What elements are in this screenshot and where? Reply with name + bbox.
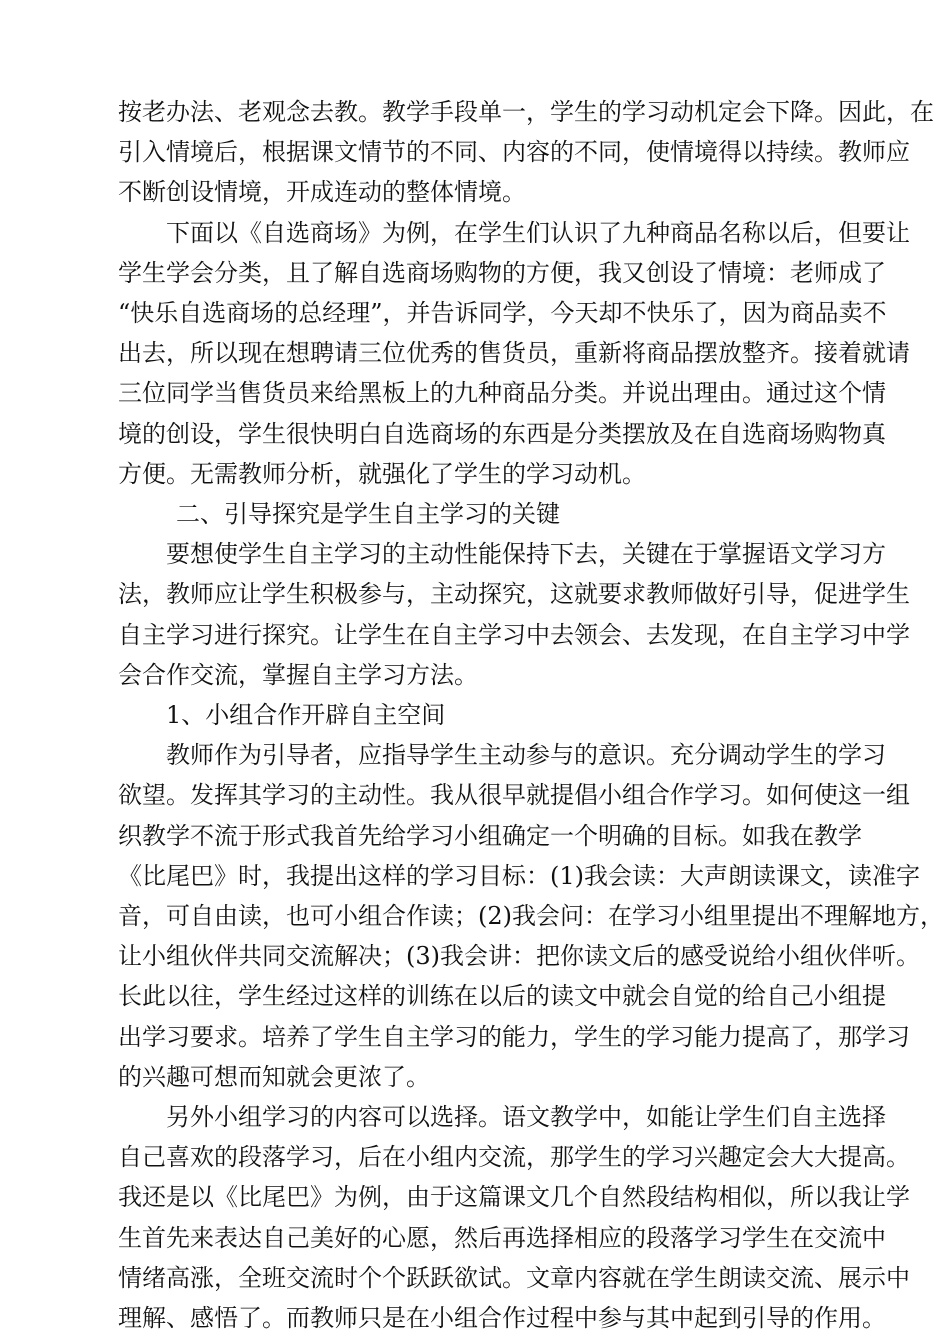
text-line: 学生学会分类，且了解自选商场购物的方便，我又创设了情境：老师成了 [118, 259, 886, 287]
text-line: 生首先来表达自己美好的心愿，然后再选择相应的段落学习学生在交流中 [118, 1224, 886, 1252]
text-line: 自己喜欢的段落学习，后在小组内交流，那学生的学习兴趣定会大大提高。 [118, 1143, 910, 1171]
text-line: 音，可自由读，也可小组合作读；(2)我会问：在学习小组里提出不理解地方， [118, 902, 944, 930]
text-line: 出去，所以现在想聘请三位优秀的售货员，重新将商品摆放整齐。接着就请 [118, 339, 910, 367]
section-heading: 二、引导探究是学生自主学习的关键 [176, 500, 560, 528]
text-line: 欲望。发挥其学习的主动性。我从很早就提倡小组合作学习。如何使这一组 [118, 781, 910, 809]
text-line: 情绪高涨，全班交流时个个跃跃欲试。文章内容就在学生朗读交流、展示中 [118, 1264, 910, 1292]
text-line: “快乐自选商场的总经理”，并告诉同学，今天却不快乐了，因为商品卖不 [118, 299, 887, 327]
text-line: 《比尾巴》时，我提出这样的学习目标：(1)我会读：大声朗读课文，读准字 [118, 862, 920, 890]
text-line: 三位同学当售货员来给黑板上的九种商品分类。并说出理由。通过这个情 [118, 379, 886, 407]
text-line: 我还是以《比尾巴》为例，由于这篇课文几个自然段结构相似，所以我让学 [118, 1183, 910, 1211]
text-line: 法，教师应让学生积极参与，主动探究，这就要求教师做好引导，促进学生 [118, 580, 910, 608]
text-line: 出学习要求。培养了学生自主学习的能力，学生的学习能力提高了，那学习 [118, 1023, 910, 1051]
text-line: 方便。无需教师分析，就强化了学生的学习动机。 [118, 460, 646, 488]
text-line: 的兴趣可想而知就会更浓了。 [118, 1063, 430, 1091]
text-line: 另外小组学习的内容可以选择。语文教学中，如能让学生们自主选择 [166, 1103, 886, 1131]
text-line: 要想使学生自主学习的主动性能保持下去，关键在于掌握语文学习方 [166, 540, 886, 568]
text-line: 不断创设情境，开成连动的整体情境。 [118, 178, 526, 206]
text-line: 织教学不流于形式我首先给学习小组确定一个明确的目标。如我在教学 [118, 822, 862, 850]
text-line: 下面以《自选商场》为例，在学生们认识了九种商品名称以后，但要让 [166, 219, 910, 247]
text-line: 按老办法、老观念去教。教学手段单一，学生的学习动机定会下降。因此，在 [118, 98, 934, 126]
text-line: 会合作交流，掌握自主学习方法。 [118, 661, 478, 689]
text-line: 自主学习进行探究。让学生在自主学习中去领会、去发现，在自主学习中学 [118, 621, 910, 649]
text-line: 理解、感悟了。而教师只是在小组合作过程中参与其中起到引导的作用。 [118, 1304, 886, 1332]
text-line: 教师作为引导者，应指导学生主动参与的意识。充分调动学生的学习 [166, 741, 886, 769]
subsection-heading: 1、小组合作开辟自主空间 [166, 701, 446, 729]
text-line: 长此以往，学生经过这样的训练在以后的读文中就会自觉的给自己小组提 [118, 982, 886, 1010]
text-line: 引入情境后，根据课文情节的不同、内容的不同，使情境得以持续。教师应 [118, 138, 910, 166]
text-line: 让小组伙伴共同交流解决；(3)我会讲：把你读文后的感受说给小组伙伴听。 [118, 942, 920, 970]
text-line: 境的创设，学生很快明白自选商场的东西是分类摆放及在自选商场购物真 [118, 420, 886, 448]
